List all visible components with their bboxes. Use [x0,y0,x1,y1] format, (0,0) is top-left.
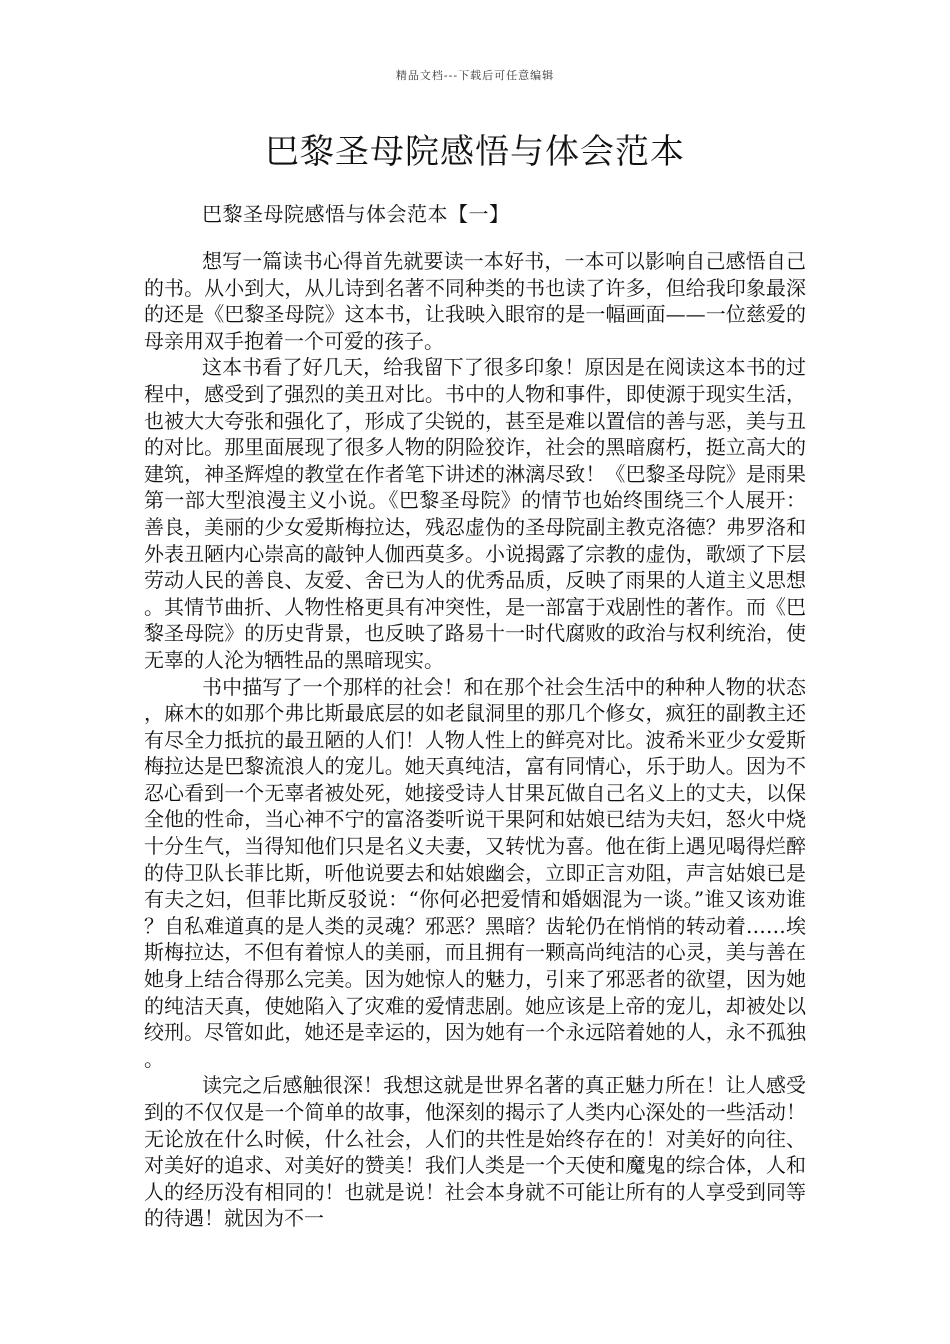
paragraph: 书中描写了一个那样的社会！和在那个社会生活中的种种人物的状态，麻木的如那个弗比斯最底层的如老鼠洞里的那几个修女，疯狂的副教主还有尽全力抵抗的最丑陋的人们！人物人性上的鲜亮对比。波希米亚少女爱斯梅拉达是巴黎流浪人的宠儿。她天真纯洁，富有同情心，乐于助人。因为不忍心看到一个无辜者被处死，她接受诗人甘果瓦做自己名义上的丈夫，以保全他的性命，当心神不宁的富洛娄听说干果阿和姑娘已结为夫妇，怒火中烧十分生气，当得知他们只是名义夫妻，又转忧为喜。他在街上遇见喝得烂醉的侍卫队长菲比斯，听他说要去和姑娘幽会，立即正言劝阻，声言姑娘已是有夫之妇，但菲比斯反驳说：“你何必把爱情和婚姻混为一谈。”谁又该劝谁？自私难道真的是人类的灵魂？邪恶？黑暗？齿轮仍在悄悄的转动着……埃斯梅拉达，不但有着惊人的美丽，而且拥有一颗高尚纯洁的心灵，美与善在她身上结合得那么完美。因为她惊人的魅力，引来了邪恶者的欲望，因为她的纯洁天真，使她陷入了灾难的爱情悲剧。她应该是上帝的宠儿，却被处以绞刑。尽管如此，她还是幸运的，因为她有一个永远陪着她的人，永不孤独。 [144,674,806,1071]
paragraph: 想写一篇读书心得首先就要读一本好书，一本可以影响自己感悟自己的书。从小到大，从儿诗到名著不同种类的书也读了许多，但给我印象最深的还是《巴黎圣母院》这本书，让我映入眼帘的是一幅画面——一位慈爱的母亲用双手抱着一个可爱的孩子。 [144,249,806,353]
paragraph: 读完之后感触很深！我想这就是世界名著的真正魅力所在！让人感受到的不仅仅是一个简单的故事，他深刻的揭示了人类内心深处的一些活动！无论放在什么时候，什么社会，人们的共性是始终存在的！对美好的向往、对美好的追求、对美好的赞美！我们人类是一个天使和魔鬼的综合体，人和人的经历没有相同的！也就是说！社会本身就不可能让所有的人享受到同等的待遇！就因为不一 [144,1073,806,1231]
document-subtitle: 巴黎圣母院感悟与体会范本【一】 [202,202,510,226]
document-title: 巴黎圣母院感悟与体会范本 [265,132,685,172]
document-body [144,248,806,1232]
paragraph: 这本书看了好几天，给我留下了很多印象！原因是在阅读这本书的过程中，感受到了强烈的美丑对比。书中的人物和事件，即使源于现实生活，也被大大夸张和强化了，形成了尖锐的，甚至是难以置信的善与恶，美与丑的对比。那里面展现了很多人物的阴险狡诈，社会的黑暗腐朽，挺立高大的建筑，神圣辉煌的教堂在作者笔下讲述的淋漓尽致！《巴黎圣母院》是雨果第一部大型浪漫主义小说。《巴黎圣母院》的情节也始终围绕三个人展开：善良，美丽的少女爱斯梅拉达，残忍虚伪的圣母院副主教克洛德？弗罗洛和外表丑陋内心崇高的敲钟人伽西莫多。小说揭露了宗教的虚伪，歌颂了下层劳动人民的善良、友爱、舍已为人的优秀品质，反映了雨果的人道主义思想。其情节曲折、人物性格更具有冲突性，是一部富于戏剧性的著作。而《巴黎圣母院》的历史背景，也反映了路易十一时代腐败的政治与权利统治，使无辜的人沦为牺牲品的黑暗现实。 [144,355,806,672]
header-note: 精品文档---下载后可任意编辑 [395,69,555,82]
